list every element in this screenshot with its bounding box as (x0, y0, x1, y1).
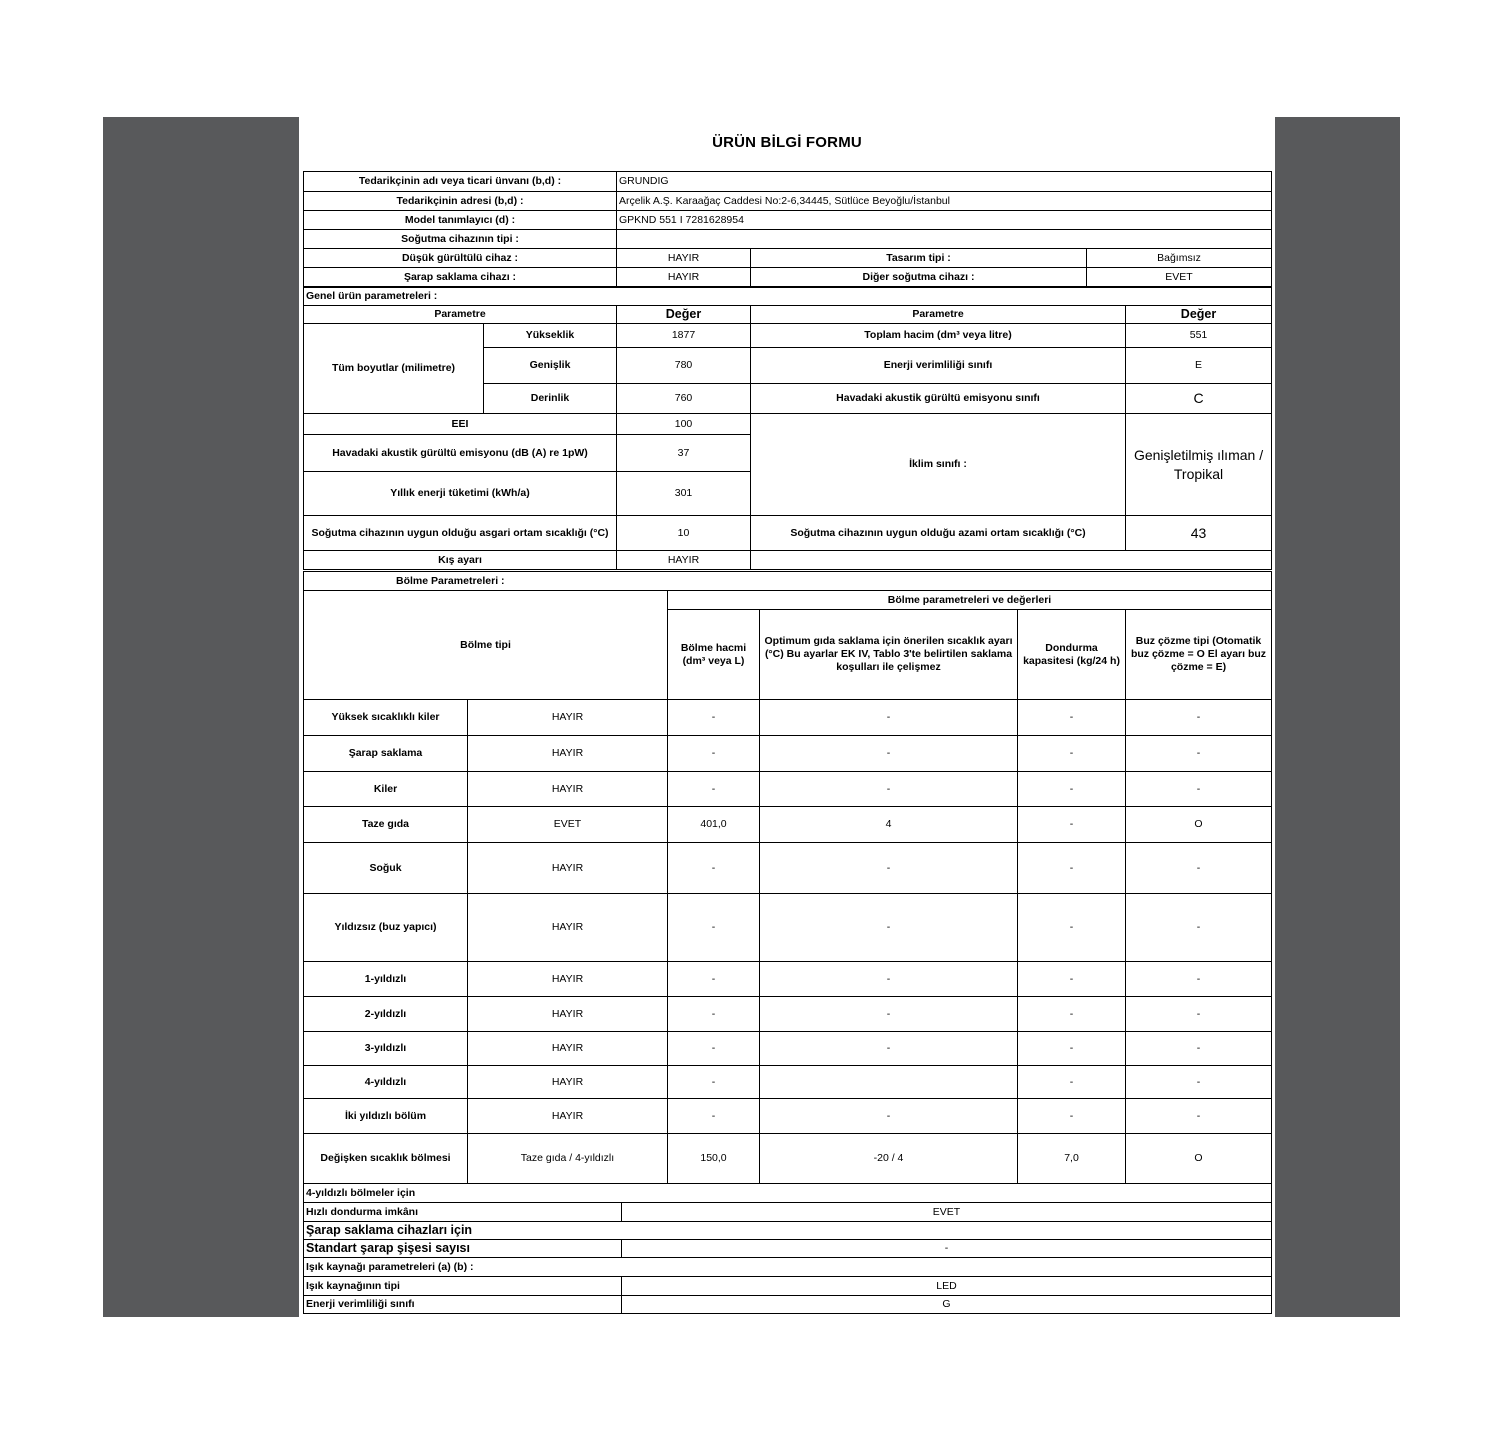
device-type-value (617, 230, 1272, 249)
wine-bottles-value: - (622, 1240, 1272, 1258)
compartment-freeze: - (1018, 843, 1126, 894)
compartment-name: Yüksek sıcaklıklı kiler (304, 700, 468, 736)
total-volume-label: Toplam hacim (dm³ veya litre) (751, 324, 1126, 348)
table-row (304, 1066, 1272, 1099)
table-row (304, 807, 1272, 843)
compartment-name: Soğuk (304, 843, 468, 894)
footer-table (303, 1183, 1272, 1314)
compartment-volume: - (668, 736, 760, 772)
compartment-volume: - (668, 772, 760, 807)
noise-db-value: 37 (617, 435, 751, 472)
compartment-name: 1-yıldızlı (304, 962, 468, 997)
light-type-value: LED (622, 1277, 1272, 1296)
compartment-freeze: - (1018, 700, 1126, 736)
light-class-label: Enerji verimliliği sınıfı (304, 1296, 622, 1314)
compartment-name: İki yıldızlı bölüm (304, 1099, 468, 1134)
dimensions-label: Tüm boyutlar (milimetre) (304, 324, 484, 414)
compartment-defrost-header: Buz çözme tipi (Otomatik buz çözme = O El ayarı buz çözme = E) (1126, 610, 1272, 700)
eei-label: EEI (304, 414, 617, 435)
height-value: 1877 (617, 324, 751, 348)
header-value-2: Değer (1126, 306, 1272, 324)
compartment-freeze: - (1018, 962, 1126, 997)
compartment-freeze: 7,0 (1018, 1134, 1126, 1184)
compartment-present: EVET (468, 807, 668, 843)
compartment-temp: - (760, 843, 1018, 894)
width-label: Genişlik (484, 348, 617, 384)
compartment-temp: - (760, 1032, 1018, 1066)
min-temp-label: Soğutma cihazının uygun olduğu asgari ortam sıcaklığı (°C) (304, 516, 617, 551)
supplier-name-label: Tedarikçinin adı veya ticari ünvanı (b,d) : (304, 172, 617, 192)
header-parameter-2: Parametre (751, 306, 1126, 324)
max-temp-value: 43 (1126, 516, 1272, 551)
compartment-volume: - (668, 843, 760, 894)
compartment-freeze: - (1018, 894, 1126, 962)
table-row (304, 1134, 1272, 1184)
noise-class-value: C (1126, 384, 1272, 414)
compartment-defrost: - (1126, 1099, 1272, 1134)
four-star-section-label: 4-yıldızlı bölmeler için (304, 1184, 1272, 1203)
table-row (304, 700, 1272, 736)
compartment-freeze: - (1018, 772, 1126, 807)
compartment-name: Kiler (304, 772, 468, 807)
compartments-table (303, 571, 1272, 1184)
winter-setting-label: Kış ayarı (304, 551, 617, 570)
depth-value: 760 (617, 384, 751, 414)
model-value: GPKND 551 I 7281628954 (617, 211, 1272, 230)
energy-class-value: E (1126, 348, 1272, 384)
table-row (304, 736, 1272, 772)
compartment-present: Taze gıda / 4-yıldızlı (468, 1134, 668, 1184)
compartment-freeze: - (1018, 807, 1126, 843)
compartment-type-header: Bölme tipi (304, 591, 668, 700)
compartment-temp (760, 1066, 1018, 1099)
compartment-defrost: - (1126, 997, 1272, 1032)
supplier-table (303, 171, 1272, 287)
compartment-defrost: O (1126, 807, 1272, 843)
device-type-label: Soğutma cihazının tipi : (304, 230, 617, 249)
compartments-section-row (304, 572, 1272, 591)
compartment-freeze: - (1018, 1099, 1126, 1134)
compartment-defrost: - (1126, 736, 1272, 772)
compartment-defrost: - (1126, 772, 1272, 807)
annual-energy-label: Yıllık enerji tüketimi (kWh/a) (304, 472, 617, 516)
general-parameters-table (303, 287, 1272, 570)
winter-setting-blank (751, 551, 1272, 570)
compartment-volume: - (668, 1066, 760, 1099)
compartment-temp: - (760, 894, 1018, 962)
climate-value: Genişletilmiş ılıman / Tropikal (1126, 414, 1272, 516)
compartment-present: HAYIR (468, 1032, 668, 1066)
winter-setting-value: HAYIR (617, 551, 751, 570)
depth-label: Derinlik (484, 384, 617, 414)
compartment-volume: - (668, 997, 760, 1032)
compartment-temp: -20 / 4 (760, 1134, 1018, 1184)
compartment-temp: 4 (760, 807, 1018, 843)
supplier-address-label: Tedarikçinin adresi (b,d) : (304, 192, 617, 211)
compartment-temp-header: Optimum gıda saklama için önerilen sıcaklık ayarı (°C) Bu ayarlar EK IV, Tablo 3'te belirtilen saklama koşulları ile çelişmez (760, 610, 1018, 700)
wine-device-value: HAYIR (617, 268, 751, 287)
design-type-label: Tasarım tipi : (751, 249, 1087, 268)
compartment-volume: - (668, 962, 760, 997)
table-row (304, 1032, 1272, 1066)
other-device-label: Diğer soğutma cihazı : (751, 268, 1087, 287)
compartment-present: HAYIR (468, 962, 668, 997)
compartment-name: Yıldızsız (buz yapıcı) (304, 894, 468, 962)
compartment-volume: - (668, 894, 760, 962)
compartment-present: HAYIR (468, 700, 668, 736)
compartment-volume: - (668, 700, 760, 736)
compartment-name: Taze gıda (304, 807, 468, 843)
compartment-name: 4-yıldızlı (304, 1066, 468, 1099)
light-class-value: G (622, 1296, 1272, 1314)
compartment-freeze: - (1018, 997, 1126, 1032)
table-row (304, 894, 1272, 962)
compartment-present: HAYIR (468, 843, 668, 894)
max-temp-label: Soğutma cihazının uygun olduğu azami ortam sıcaklığı (°C) (751, 516, 1126, 551)
compartment-name: Şarap saklama (304, 736, 468, 772)
light-section-label: Işık kaynağı parametreleri (a) (b) : (304, 1258, 1272, 1277)
compartment-name: Değişken sıcaklık bölmesi (304, 1134, 468, 1184)
compartment-temp: - (760, 772, 1018, 807)
compartment-volume: 150,0 (668, 1134, 760, 1184)
table-row (304, 962, 1272, 997)
annual-energy-value: 301 (617, 472, 751, 516)
header-parameter: Parametre (304, 306, 617, 324)
compartment-present: HAYIR (468, 736, 668, 772)
compartment-name: 2-yıldızlı (304, 997, 468, 1032)
compartment-present: HAYIR (468, 1066, 668, 1099)
compartment-temp: - (760, 997, 1018, 1032)
compartment-volume-header: Bölme hacmi (dm³ veya L) (668, 610, 760, 700)
compartment-defrost: - (1126, 1066, 1272, 1099)
noise-class-label: Havadaki akustik gürültü emisyonu sınıfı (751, 384, 1126, 414)
compartment-rows (304, 700, 1272, 1184)
compartments-section-label: Bölme Parametreleri : (396, 574, 505, 587)
compartment-temp: - (760, 700, 1018, 736)
compartment-defrost: - (1126, 1032, 1272, 1066)
fast-freeze-value: EVET (622, 1203, 1272, 1222)
compartment-temp: - (760, 1099, 1018, 1134)
compartment-freeze: - (1018, 736, 1126, 772)
header-value: Değer (617, 306, 751, 324)
fast-freeze-label: Hızlı dondurma imkânı (304, 1203, 622, 1222)
table-row (304, 1099, 1272, 1134)
compartment-defrost: - (1126, 843, 1272, 894)
compartment-volume: 401,0 (668, 807, 760, 843)
compartment-present: HAYIR (468, 1099, 668, 1134)
compartment-present: HAYIR (468, 997, 668, 1032)
width-value: 780 (617, 348, 751, 384)
compartment-group-header: Bölme parametreleri ve değerleri (668, 591, 1272, 610)
low-noise-label: Düşük gürültülü cihaz : (304, 249, 617, 268)
noise-db-label: Havadaki akustik gürültü emisyonu (dB (A) re 1pW) (304, 435, 617, 472)
compartment-defrost: - (1126, 962, 1272, 997)
compartment-freeze-header: Dondurma kapasitesi (kg/24 h) (1018, 610, 1126, 700)
wine-bottles-label: Standart şarap şişesi sayısı (304, 1240, 622, 1258)
min-temp-value: 10 (617, 516, 751, 551)
model-label: Model tanımlayıcı (d) : (304, 211, 617, 230)
compartment-volume: - (668, 1032, 760, 1066)
wine-section-label: Şarap saklama cihazları için (304, 1222, 1272, 1240)
energy-class-label: Enerji verimliliği sınıfı (751, 348, 1126, 384)
low-noise-value: HAYIR (617, 249, 751, 268)
eei-value: 100 (617, 414, 751, 435)
climate-label: İklim sınıfı : (751, 414, 1126, 516)
compartment-present: HAYIR (468, 772, 668, 807)
light-type-label: Işık kaynağının tipi (304, 1277, 622, 1296)
table-row (304, 997, 1272, 1032)
supplier-name-value: GRUNDIG (617, 172, 1272, 192)
page-title: ÜRÜN BİLGİ FORMU (712, 134, 862, 151)
compartment-volume: - (668, 1099, 760, 1134)
compartment-temp: - (760, 736, 1018, 772)
wine-device-label: Şarap saklama cihazı : (304, 268, 617, 287)
total-volume-value: 551 (1126, 324, 1272, 348)
compartment-freeze: - (1018, 1032, 1126, 1066)
table-row (304, 843, 1272, 894)
table-row (304, 772, 1272, 807)
other-device-value: EVET (1087, 268, 1272, 287)
compartment-present: HAYIR (468, 894, 668, 962)
supplier-address-value: Arçelik A.Ş. Karaağaç Caddesi No:2-6,34445, Sütlüce Beyoğlu/İstanbul (617, 192, 1272, 211)
compartment-temp: - (760, 962, 1018, 997)
height-label: Yükseklik (484, 324, 617, 348)
general-section-label: Genel ürün parametreleri : (304, 288, 1272, 306)
compartment-defrost: - (1126, 894, 1272, 962)
compartment-name: 3-yıldızlı (304, 1032, 468, 1066)
compartment-defrost: O (1126, 1134, 1272, 1184)
design-type-value: Bağımsız (1087, 249, 1272, 268)
compartment-freeze: - (1018, 1066, 1126, 1099)
compartment-defrost: - (1126, 700, 1272, 736)
